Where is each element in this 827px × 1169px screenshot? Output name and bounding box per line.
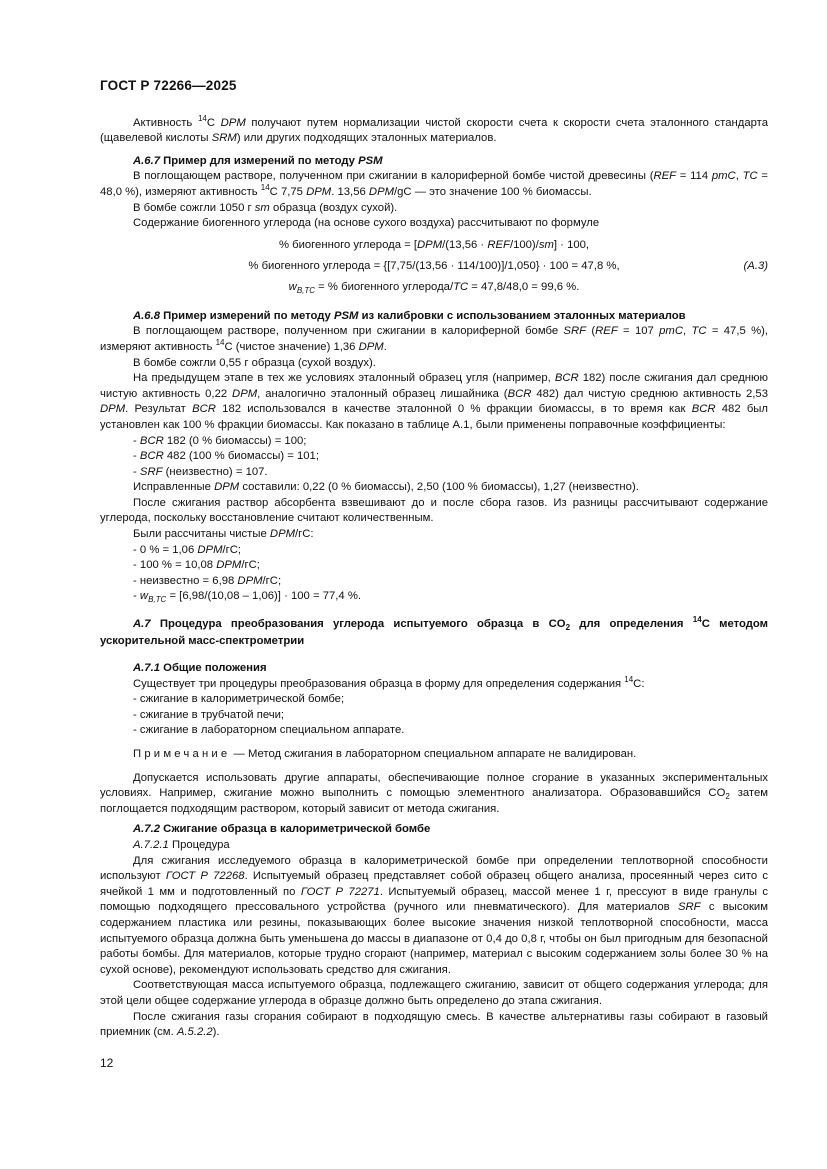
paragraph: В поглощающем растворе, полученном при сжигании в калориферной бомбе чистой древесины (REF = 114 pmC, TC = 48,0 %), измеряют активность $^{14}$C 7,75 DPM. 13,56 DPM/gC — это значение 100 % биомассы.	[100, 170, 768, 198]
paragraph: Содержание биогенного углерода (на основе сухого воздуха) рассчитывают по формуле	[133, 217, 600, 230]
paragraph: В бомбе сожгли 0,55 г образца (сухой воздух).	[133, 356, 376, 369]
page-number: 12	[100, 1056, 114, 1070]
paragraph: В бомбе сожгли 1050 г sm образца (воздух сухой).	[133, 201, 398, 214]
section-heading-a67: А.6.7 Пример для измерений по методу PSM	[133, 154, 383, 167]
list-item: - SRF (неизвестно) = 107.	[133, 465, 268, 478]
section-heading-a71: А.7.1 Общие положения	[133, 662, 267, 675]
paragraph: Существует три процедуры преобразования образца в форму для определения содержания $^{14}$C:	[133, 674, 645, 690]
formula-line: % биогенного углерода = [DPM/(13,56 · REF/100)/sm] · 100,	[278, 238, 590, 251]
note: Примечание — Метод сжигания в лабораторном специальном аппарате не валидирован.	[133, 748, 637, 760]
paragraph: Были рассчитаны чистые DPM/гС:	[133, 528, 314, 541]
subsection-heading: А.7.2.1 Процедура	[133, 838, 230, 851]
list-item: - сжигание в калориметрической бомбе;	[133, 693, 345, 706]
list-item: - BCR 482 (100 % биомассы) = 101;	[133, 450, 319, 463]
paragraph: После сжигания раствор абсорбента взвешивают до и после сбора газов. Из разницы рассчитывают содержание углерода, поскольку восстановление считают количественным.	[100, 496, 768, 525]
list-item: - 0 % = 1,06 DPM/гС;	[133, 543, 242, 556]
paragraph: После сжигания газы сгорания собирают в подходящую смесь. В качестве альтернативы газы собирают в газовый приемник (см. А.5.2.2).	[100, 1010, 768, 1039]
section-heading-a72: А.7.2 Сжигание образца в калориметрической бомбе	[133, 823, 431, 836]
paragraph: Допускается использовать другие аппараты, обеспечивающие полное сгорание в указанных экспериментальных условиях. Например, сжигание можно выполнить с помощью элементного анализатора. Образовавшийся $CO_2$ затем поглощается подходящим раствором, который зависит от метода сжигания.	[100, 771, 768, 815]
section-heading-a7: А.7 Процедура преобразования углерода испытуемого образца в $CO_2$ для определения $^{14}$C методом ускорительной масс-спектрометрии	[100, 615, 769, 648]
paragraph: В поглощающем растворе, полученном при сжигании в калориферной бомбе SRF (REF = 107 pmC, TC = 47,5 %), измеряют активность $^{14}$C (чистое значение) 1,36 DPM.	[100, 325, 769, 353]
paragraph: Соответствующая масса испытуемого образца, подлежащего сжиганию, зависит от общего содержания углерода; для этой цели общее содержание углерода в образце должно быть определено до этапа сжигания.	[100, 979, 768, 1007]
document-page	[100, 78, 768, 1041]
list-item: - сжигание в трубчатой печи;	[133, 708, 285, 721]
paragraph: На предыдущем этапе в тех же условиях эталонный образец угля (например, BCR 182) после сжигания дал среднюю чистую активность 0,22 DPM, аналогично эталонный образец лишайника (BCR 482) дал чистую среднюю активность 2,53 DPM. Результат BCR 182 использовался в качестве эталонной 0 % фракции биомассы, в то время как BCR 482 был установлен как 100 % фракции биомассы. Как показано в таблице А.1, были применены поправочные коэффициенты:	[100, 372, 769, 431]
section-heading-a68: А.6.8 Пример измерений по методу PSM из калибровки с использованием эталонных материалов	[133, 309, 686, 322]
formula-line: $w_{B,TC}$ = % биогенного углерода/TC = 47,8/48,0 = 99,6 %.	[288, 280, 580, 295]
list-item: - сжигание в лабораторном специальном аппарате.	[133, 724, 405, 737]
list-item: - BCR 182 (0 % биомассы) = 100;	[133, 434, 307, 447]
list-item: - $w_{B,TC} = [6,98/(10,08 - 1,06)] \cdot 100 = 77,4$ %.	[133, 590, 362, 605]
list-item: - неизвестно = 6,98 DPM/гС;	[133, 574, 282, 587]
list-item: - 100 % = 10,08 DPM/гС;	[133, 559, 260, 572]
equation-number: (A.3)	[743, 259, 768, 272]
intro-paragraph: Активность $^{14}$C DPM получают путем нормализации чистой скорости счета к скорости счета эталонного стандарта (щавелевой кислоты SRM) или других подходящих эталонных материалов.	[100, 113, 768, 145]
paragraph: Исправленные DPM составили: 0,22 (0 % биомассы), 2,50 (100 % биомассы), 1,27 (неизвестно).	[133, 481, 639, 494]
formula-line: % биогенного углерода = {[7,75/(13,56 · 114/100)]/1,050} · 100 = 47,8 %, (A.3)	[100, 256, 768, 277]
document-header: ГОСТ Р 72266—2025	[100, 78, 237, 93]
paragraph: Для сжигания исследуемого образца в калориметрической бомбе при определении теплотворной способности используют ГОСТ Р 72268. Испытуемый образец представляет собой образец общего анализа, просеянный через сито с ячейкой 1 мм и подготовленный по ГОСТ Р 72271. Испытуемый образец, массой менее 1 г, прессуют в виде гранулы с помощью подходящего прессовального устройства (ручного или пневматического). Для материалов SRF с высоким содержанием пластика или резины, показывающих более высокие значения низкой теплотворной способности, масса испытуемого образца должна быть уменьшена до массы в диапазоне от 0,4 до 0,8 г, чтобы он был пригодным для безопасной работы бомбы. Для материалов, которые трудно сгорают (например, материал с высоким содержанием золы более 30 % на сухой основе), рекомендуют использовать средство для сжигания.	[100, 854, 769, 976]
